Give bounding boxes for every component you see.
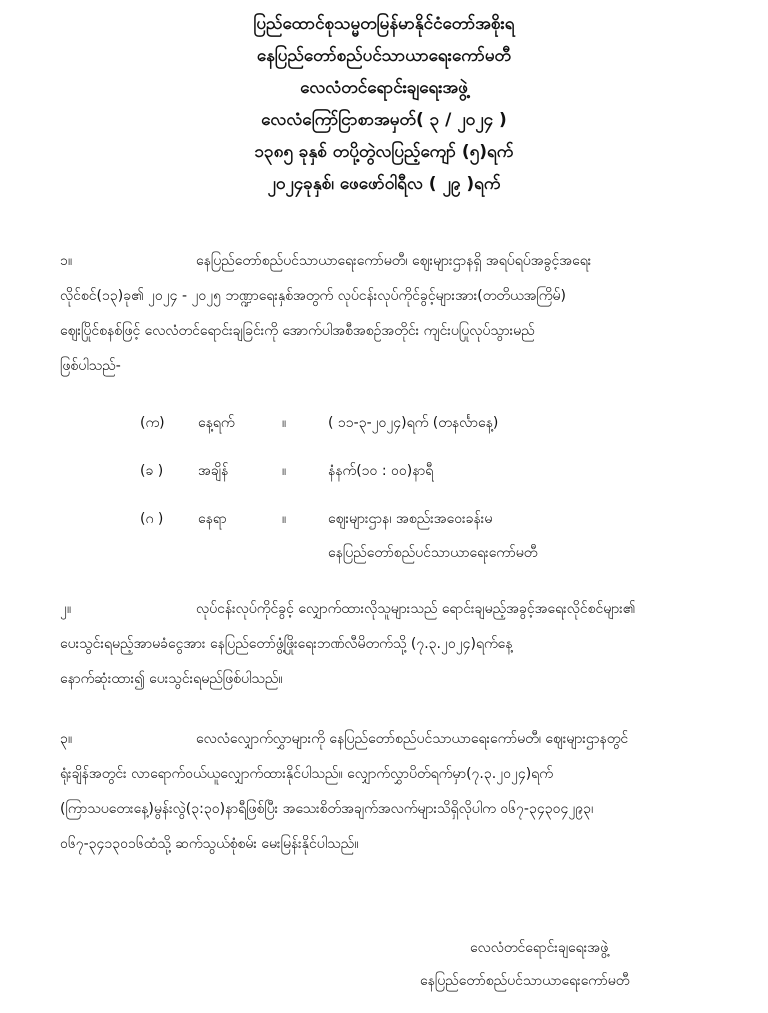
schedule-row-date: [140, 408, 700, 438]
paragraph-line: ရုံးချိန်အတွင်း လာရောက်ဝယ်ယူလျှောက်ထားနိုင်ပါသည်။ လျှောက်လွှာပိတ်ရက်မှာ(၇.၃.၂၀၂၄)ရက်: [60, 766, 553, 782]
header-myanmar-date: ၁၃၈၅ ခုနှစ် တပို့တွဲလပြည့်ကျော် (၅)ရက်: [254, 142, 514, 162]
paragraph-1: [60, 244, 728, 384]
paragraph-2: [60, 592, 728, 697]
schedule-key: အချိန်: [198, 463, 229, 479]
schedule-label: (က): [140, 415, 165, 431]
signature-committee: နေပြည်တော်စည်ပင်သာယာရေးကော်မတီ: [420, 973, 630, 989]
paragraph-number: ၁။: [60, 253, 73, 269]
schedule-value: ( ၁၁-၃-၂၀၂၄)ရက် (တနင်္လာနေ့): [328, 415, 499, 431]
paragraph-line: ဈေးပြိုင်စနစ်ဖြင့် လေလံတင်ရောင်းချခြင်းကို အောက်ပါအစီအစဉ်အတိုင်း ကျင်းပပြုလုပ်သွားမည်: [60, 323, 535, 339]
header-committee: နေပြည်တော်စည်ပင်သာယာရေးကော်မတီ: [256, 46, 512, 66]
paragraph-line: [60, 244, 728, 279]
header-government: ပြည်ထောင်စုသမ္မတမြန်မာနိုင်ငံတော်အစိုးရ: [253, 14, 515, 34]
paragraph-text: လုပ်ငန်းလုပ်ကိုင်ခွင့် လျှောက်ထားလိုသူများသည် ရောင်းချမည့်အခွင့်အရေးလိုင်စင်များ၏: [196, 601, 636, 617]
paragraph-line: ဖြစ်ပါသည်-: [60, 358, 121, 374]
announcement-header: [0, 8, 768, 200]
schedule-row-venue: [140, 504, 700, 534]
paragraph-line: လိုင်စင်(၁၃)ခု၏ ၂၀၂၄ - ၂၀၂၅ ဘဏ္ဍာရေးနှစ်အတွက် လုပ်ငန်းလုပ်ကိုင်ခွင့်များအား(တတိယအကြိမ်): [60, 288, 566, 304]
schedule-label: (ဂ ): [140, 511, 164, 527]
schedule-key: နေ့ရက်: [198, 415, 235, 431]
schedule-separator: ။: [281, 511, 287, 527]
schedule-value: ဈေးများဌာန၊ အစည်းအဝေးခန်းမ: [328, 511, 493, 527]
paragraph-number: ၂။: [60, 601, 72, 617]
schedule-separator: ။: [281, 463, 287, 479]
paragraph-line: ပေးသွင်းရမည့်အာမခံငွေအား နေပြည်တော်ဖွံ့ဖြိုးရေးဘဏ်လီမိတက်သို့ (၇.၃.၂၀၂၄)ရက်နေ့: [60, 636, 513, 652]
paragraph-line: နောက်ဆုံးထား၍ ပေးသွင်းရမည်ဖြစ်ပါသည်။: [60, 671, 283, 687]
signature-block: [0, 932, 768, 998]
header-auction-team: လေလံတင်ရောင်းချရေးအဖွဲ့: [300, 78, 468, 98]
paragraph-line: ၀၆၇-၃၄၁၃၀၁၆ထံသို့ ဆက်သွယ်စုံစမ်း မေးမြန်းနိုင်ပါသည်။: [60, 836, 359, 852]
schedule-row-time: [140, 456, 700, 486]
schedule-row-venue-cont: [140, 538, 700, 568]
schedule-key: နေရာ: [198, 511, 227, 527]
paragraph-line: [60, 722, 728, 757]
paragraph-line: (ကြာသပတေးနေ့)မွန်းလွဲ(၃:၃၀)နာရီဖြစ်ပြီး အသေးစိတ်အချက်အလက်များသိရှိလိုပါက ၀၆၇-၃၄၃၀၄၂၉၃၊: [60, 801, 594, 817]
schedule-value: နံနက်(၁၀ : ၀၀)နာရီ: [328, 463, 434, 479]
signature-team: လေလံတင်ရောင်းချရေးအဖွဲ့: [470, 940, 609, 956]
paragraph-text: နေပြည်တော်စည်ပင်သာယာရေးကော်မတီ၊ ဈေးများဌာနရှိ အရပ်ရပ်အခွင့်အရေး: [196, 253, 592, 269]
paragraph-3: [60, 722, 728, 862]
paragraph-text: လေလံလျှောက်လွှာများကို နေပြည်တော်စည်ပင်သာယာရေးကော်မတီ၊ ဈေးများဌာနတွင်: [196, 731, 629, 747]
schedule-separator: ။: [281, 415, 287, 431]
header-gregorian-date: ၂၀၂၄ခုနှစ်၊ ဖေဖော်ဝါရီလ ( ၂၉ )ရက်: [267, 174, 501, 194]
paragraph-number: ၃။: [60, 731, 73, 747]
header-announcement-number: လေလံကြော်ငြာစာအမှတ်( ၃ / ၂၀၂၄ ): [261, 110, 507, 130]
schedule-label: (ခ ): [140, 463, 164, 479]
schedule-value: နေပြည်တော်စည်ပင်သာယာရေးကော်မတီ: [328, 545, 538, 561]
auction-schedule: [140, 408, 700, 568]
paragraph-line: [60, 592, 728, 627]
